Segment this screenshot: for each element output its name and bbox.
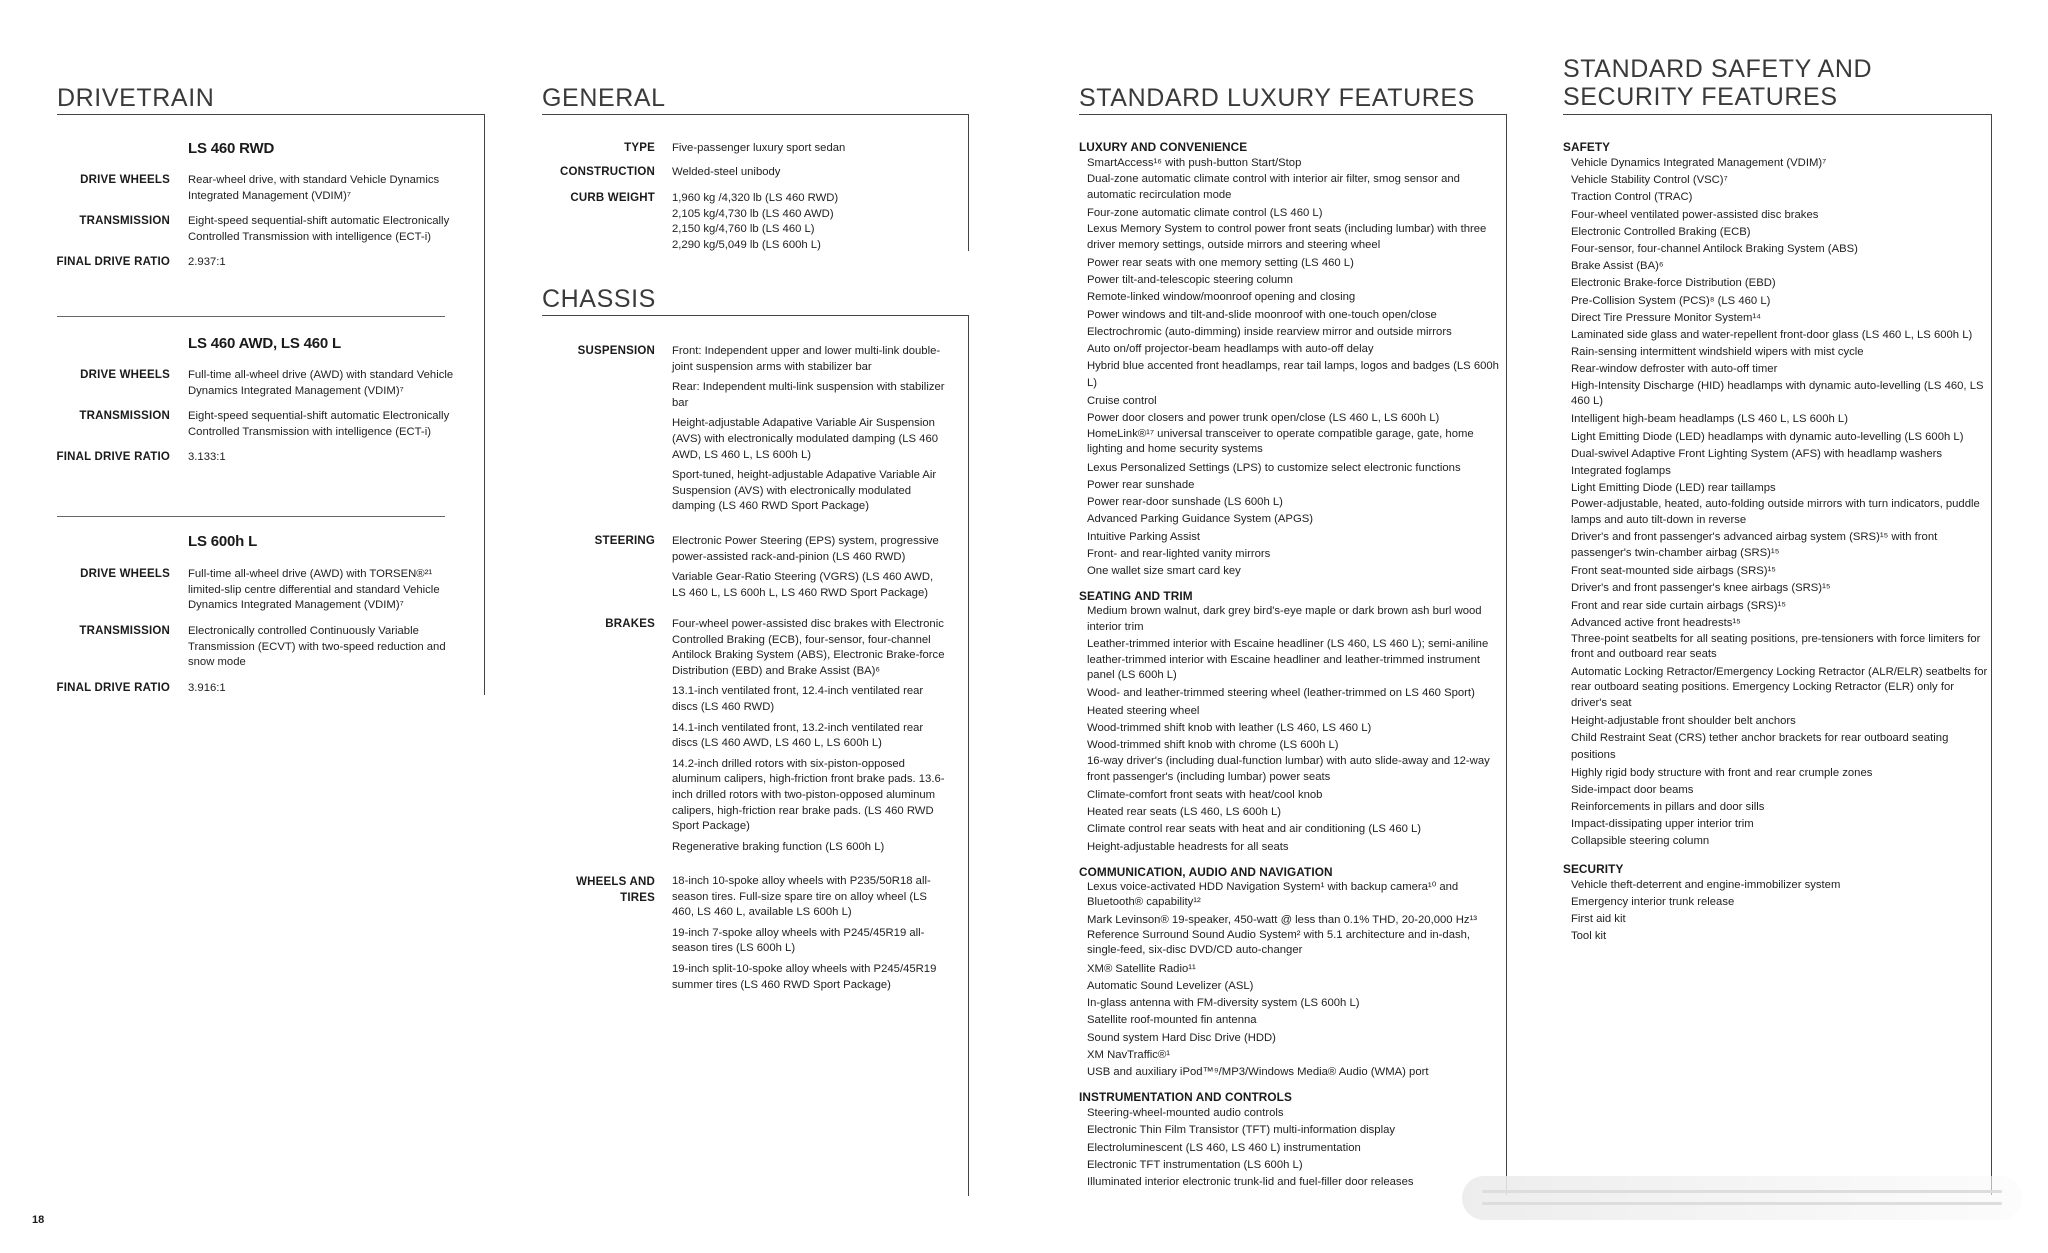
spec-label: TRANSMISSION <box>79 625 170 637</box>
spec-value: Full-time all-wheel drive (AWD) with TORSEN®²¹ limited-slip centre differential and standard Vehicle Dynamics Integrated Management (VDIM)⁷ <box>188 568 440 612</box>
feature-item: Dual-zone automatic climate control with interior air filter, smog sensor and automatic recirculation mode <box>1087 173 1460 201</box>
suspension-item: Rear: Independent multi-link suspension with stabilizer bar <box>672 381 945 409</box>
feature-item: SmartAccess¹⁶ with push-button Start/Stop <box>1087 157 1302 169</box>
feature-item: Vehicle Stability Control (VSC)⁷ <box>1571 174 1728 187</box>
spec-value: Eight-speed sequential-shift automatic Electronically Controlled Transmission with intelligence (ECT-i) <box>188 215 450 243</box>
feature-item: Reinforcements in pillars and door sills <box>1571 800 1765 813</box>
suspension-item: Sport-tuned, height-adjustable Adapative Variable Air Suspension (AVS) with electronically modulated damping (LS 460 RWD Sport Package) <box>672 469 937 513</box>
spec-label: FINAL DRIVE RATIO <box>56 682 170 694</box>
feature-item: Light Emitting Diode (LED) rear taillamps <box>1571 482 1776 495</box>
feature-item: XM® Satellite Radio¹¹ <box>1087 962 1196 975</box>
spec-value <box>672 344 950 515</box>
spec-label: DRIVE WHEELS <box>80 369 170 381</box>
curb-weight-line: 2,105 kg/4,730 lb (LS 460 AWD) <box>672 207 834 220</box>
feature-item: HomeLink®¹⁷ universal transceiver to operate compatible garage, gate, home lighting and home security systems <box>1087 428 1474 456</box>
section-title: SEATING AND TRIM <box>1079 589 1193 604</box>
feature-item: Remote-linked window/moonroof opening and closing <box>1087 291 1356 304</box>
spec-value: 3.133:1 <box>188 451 226 463</box>
feature-item: Power rear sunshade <box>1087 479 1195 492</box>
spec-value <box>672 617 950 855</box>
spec-label: TRANSMISSION <box>79 410 170 422</box>
feature-item: Power rear seats with one memory setting (LS 460 L) <box>1087 257 1354 270</box>
feature-item: In-glass antenna with FM-diversity system (LS 600h L) <box>1087 997 1360 1010</box>
feature-item: Automatic Sound Levelizer (ASL) <box>1087 980 1254 992</box>
feature-item: Steering-wheel-mounted audio controls <box>1087 1107 1284 1120</box>
feature-item: XM NavTraffic®¹ <box>1087 1048 1171 1061</box>
feature-item: Electrochromic (auto-dimming) inside rearview mirror and outside mirrors <box>1087 325 1452 338</box>
section-title: SECURITY <box>1563 861 1624 876</box>
feature-item: 16-way driver's (including dual-function lumbar) with auto slide-away and 12-way front passenger's (including lumbar) power seats <box>1087 755 1490 783</box>
brakes-item: Four-wheel power-assisted disc brakes with Electronic Controlled Braking (ECB), four-sensor, four-channel Antilock Braking System (ABS), Electronic Brake-force Distribution (EBD) and Brake Assist (BA)⁶ <box>672 618 945 677</box>
feature-item: Electronic Brake-force Distribution (EBD) <box>1571 277 1776 290</box>
feature-item: Traction Control (TRAC) <box>1571 191 1693 204</box>
feature-item: Power tilt-and-telescopic steering column <box>1087 274 1293 287</box>
scroll-line <box>1482 1190 2002 1193</box>
feature-item: Impact-dissipating upper interior trim <box>1571 818 1754 831</box>
feature-item: Climate-comfort front seats with heat/cool knob <box>1087 788 1323 801</box>
feature-item: Intuitive Parking Assist <box>1087 530 1201 543</box>
feature-item: Automatic Locking Retractor/Emergency Locking Retractor (ALR/ELR) seatbelts for rear outboard seating positions. Emergency Locking Retractor (ELR) only for driver's seat <box>1571 665 1988 709</box>
spec-label: DRIVE WHEELS <box>80 174 170 186</box>
spec-label: BRAKES <box>605 618 655 630</box>
spec-value <box>672 874 950 993</box>
spec-label: TYPE <box>624 142 655 154</box>
feature-item: Power windows and tilt-and-slide moonroof with one-touch open/close <box>1087 308 1437 321</box>
curb-weight-line: 2,290 kg/5,049 lb (LS 600h L) <box>672 238 821 251</box>
feature-item: Vehicle theft-deterrent and engine-immobilizer system <box>1571 878 1841 891</box>
section-title: COMMUNICATION, AUDIO AND NAVIGATION <box>1079 864 1333 879</box>
chassis-heading: CHASSIS <box>542 285 656 313</box>
feature-item: Electronic TFT instrumentation (LS 600h L) <box>1087 1158 1303 1171</box>
feature-item: High-Intensity Discharge (HID) headlamps with dynamic auto-levelling (LS 460, LS 460 L) <box>1571 379 1984 408</box>
scroll-overlay <box>1462 1176 2022 1220</box>
divider <box>57 316 445 317</box>
divider <box>57 516 445 517</box>
feature-item: Pre-Collision System (PCS)⁸ (LS 460 L) <box>1571 294 1771 307</box>
feature-item: Heated steering wheel <box>1087 704 1200 717</box>
feature-item: Light Emitting Diode (LED) headlamps with dynamic auto-levelling (LS 600h L) <box>1571 430 1964 443</box>
model-title: LS 460 AWD, LS 460 L <box>188 335 341 352</box>
model-title: LS 600h L <box>188 533 258 550</box>
spec-label: CURB WEIGHT <box>570 192 655 204</box>
feature-item: Cruise control <box>1087 394 1157 407</box>
spec-label: TRANSMISSION <box>79 215 170 227</box>
feature-item: USB and auxiliary iPod™⁹/MP3/Windows Media® Audio (WMA) port <box>1087 1066 1429 1079</box>
luxury-list <box>1079 139 1499 1191</box>
brakes-item: 14.1-inch ventilated front, 13.2-inch ventilated rear discs (LS 460 AWD, LS 460 L, LS 600h L) <box>672 721 924 750</box>
feature-item: Lexus voice-activated HDD Navigation System¹ with backup camera¹⁰ and Bluetooth® capability¹² <box>1087 880 1459 909</box>
safety-heading-line: SECURITY FEATURES <box>1563 83 1838 111</box>
spec-label: FINAL DRIVE RATIO <box>56 451 170 463</box>
feature-item: Wood- and leather-trimmed steering wheel (leather-trimmed on LS 460 Sport) <box>1087 687 1475 700</box>
feature-item: Collapsible steering column <box>1571 835 1710 848</box>
feature-item: Lexus Personalized Settings (LPS) to customize select electronic functions <box>1087 461 1461 474</box>
safety-heading <box>1563 55 1872 111</box>
feature-item: Vehicle Dynamics Integrated Management (VDIM)⁷ <box>1571 157 1827 169</box>
feature-item: Front and rear side curtain airbags (SRS)¹⁵ <box>1571 599 1787 612</box>
spec-label: STEERING <box>594 535 655 547</box>
safety-heading-line: STANDARD SAFETY AND <box>1563 55 1873 83</box>
spec-value: Five-passenger luxury sport sedan <box>672 142 846 154</box>
feature-item: Driver's and front passenger's knee airbags (SRS)¹⁵ <box>1571 582 1831 595</box>
spec-value: Rear-wheel drive, with standard Vehicle Dynamics Integrated Management (VDIM)⁷ <box>188 174 440 202</box>
feature-item: Wood-trimmed shift knob with leather (LS 460, LS 460 L) <box>1087 721 1372 734</box>
spec-value: Electronically controlled Continuously Variable Transmission (ECVT) with two-speed reduction and snow mode <box>188 625 446 669</box>
feature-item: Four-wheel ventilated power-assisted disc brakes <box>1571 208 1819 221</box>
brakes-item: 14.2-inch drilled rotors with six-piston-opposed aluminum calipers, high-friction front brake pads. 13.6-inch drilled rotors with two-piston-opposed aluminum calipers, high-friction rear brake pads. (LS 460 RWD Sport Package) <box>672 757 945 833</box>
feature-item: Child Restraint Seat (CRS) tether anchor brackets for rear outboard seating positions <box>1571 732 1949 762</box>
feature-item: Illuminated interior electronic trunk-lid and fuel-filler door releases <box>1087 1176 1414 1189</box>
spec-value: 3.916:1 <box>188 682 226 694</box>
feature-item: Lexus Memory System to control power front seats (including lumbar) with three driver memory settings, outside mirrors and steering wheel <box>1087 223 1487 251</box>
curb-weight-line: 2,150 kg/4,760 lb (LS 460 L) <box>672 223 815 236</box>
spec-value <box>672 191 952 253</box>
feature-item: Direct Tire Pressure Monitor System¹⁴ <box>1571 311 1762 324</box>
spec-value <box>672 534 950 601</box>
feature-item: Advanced active front headrests¹⁵ <box>1571 616 1741 629</box>
spec-value: Welded-steel unibody <box>672 166 781 178</box>
feature-item: Laminated side glass and water-repellent front-door glass (LS 460 L, LS 600h L) <box>1571 329 1973 342</box>
feature-item: Electronic Thin Film Transistor (TFT) multi-information display <box>1087 1124 1396 1137</box>
feature-item: Side-impact door beams <box>1571 783 1694 796</box>
wheels-item: 19-inch split-10-spoke alloy wheels with P245/45R19 summer tires (LS 460 RWD Sport Package) <box>672 962 937 991</box>
feature-item: Auto on/off projector-beam headlamps with auto-off delay <box>1087 343 1374 356</box>
feature-item: Electronic Controlled Braking (ECB) <box>1571 225 1751 238</box>
feature-item: One wallet size smart card key <box>1087 565 1241 578</box>
feature-item: Driver's and front passenger's advanced airbag system (SRS)¹⁵ with front passenger's twin-chamber airbag (SRS)¹⁵ <box>1571 531 1938 559</box>
feature-item: Four-sensor, four-channel Antilock Braking System (ABS) <box>1571 243 1858 256</box>
wheels-item: 19-inch 7-spoke alloy wheels with P245/45R19 all-season tires (LS 600h L) <box>672 926 925 955</box>
wheels-label-line: TIRES <box>620 891 655 904</box>
feature-item: Wood-trimmed shift knob with chrome (LS 600h L) <box>1087 738 1339 751</box>
feature-item: Heated rear seats (LS 460, LS 600h L) <box>1087 806 1282 819</box>
feature-item: Satellite roof-mounted fin antenna <box>1087 1014 1257 1027</box>
feature-item: Four-zone automatic climate control (LS 460 L) <box>1087 207 1323 220</box>
feature-item: Power rear-door sunshade (LS 600h L) <box>1087 496 1283 509</box>
spec-label: FINAL DRIVE RATIO <box>56 256 170 268</box>
model-title: LS 460 RWD <box>188 140 275 157</box>
feature-item: Electroluminescent (LS 460, LS 460 L) instrumentation <box>1087 1141 1361 1154</box>
feature-item: Front- and rear-lighted vanity mirrors <box>1087 547 1271 560</box>
feature-item: Sound system Hard Disc Drive (HDD) <box>1087 1031 1276 1044</box>
feature-item: Power door closers and power trunk open/close (LS 460 L, LS 600h L) <box>1087 411 1440 424</box>
brakes-item: 13.1-inch ventilated front, 12.4-inch ventilated rear discs (LS 460 RWD) <box>672 685 924 713</box>
feature-item: Integrated foglamps <box>1571 465 1671 478</box>
feature-item: Emergency interior trunk release <box>1571 895 1735 908</box>
feature-item: Highly rigid body structure with front and rear crumple zones <box>1571 766 1873 779</box>
spec-label: CONSTRUCTION <box>559 166 655 178</box>
steering-item: Variable Gear-Ratio Steering (VGRS) (LS 460 AWD, LS 460 L, LS 600h L, LS 460 RWD Sport Package) <box>672 571 934 599</box>
feature-item: Height-adjustable front shoulder belt anchors <box>1571 714 1796 727</box>
spec-label: DRIVE WHEELS <box>80 568 170 580</box>
wheels-label-line: WHEELS AND <box>576 876 655 888</box>
suspension-item: Front: Independent upper and lower multi-link double-joint suspension arms with stabilizer bar <box>672 345 941 373</box>
feature-item: Power-adjustable, heated, auto-folding outside mirrors with turn indicators, puddle lamps and auto tilt-down in reverse <box>1571 498 1980 526</box>
feature-item: Tool kit <box>1571 930 1607 943</box>
scroll-line <box>1482 1202 2002 1205</box>
spec-label <box>520 875 655 906</box>
steering-item: Electronic Power Steering (EPS) system, progressive power-assisted rack-and-pinion (LS 460 RWD) <box>672 535 939 563</box>
feature-item: Leather-trimmed interior with Escaine headliner (LS 460, LS 460 L); semi-aniline leather-trimmed interior with Escaine headliner and leather-trimmed instrument panel (LS 600h L) <box>1087 638 1489 681</box>
feature-item: Hybrid blue accented front headlamps, rear tail lamps, logos and badges (LS 600h L) <box>1087 360 1499 390</box>
curb-weight-line: 1,960 kg /4,320 lb (LS 460 RWD) <box>672 192 839 204</box>
spec-value: Eight-speed sequential-shift automatic Electronically Controlled Transmission with intelligence (ECT-i) <box>188 410 450 438</box>
general-heading: GENERAL <box>542 84 666 112</box>
suspension-item: Height-adjustable Adapative Variable Air Suspension (AVS) with electronically modulated damping (LS 460 AWD, LS 460 L, LS 600h L) <box>672 417 939 461</box>
feature-item: First aid kit <box>1571 912 1626 925</box>
drivetrain-heading: DRIVETRAIN <box>57 84 215 112</box>
wheels-item: 18-inch 10-spoke alloy wheels with P235/50R18 all-season tires. Full-size spare tire on alloy wheel (LS 460, LS 460 L, available LS 600h L) <box>672 875 931 919</box>
feature-item: Rear-window defroster with auto-off timer <box>1571 363 1778 376</box>
feature-item: Height-adjustable headrests for all seats <box>1087 840 1289 853</box>
feature-item: Front seat-mounted side airbags (SRS)¹⁵ <box>1571 565 1776 578</box>
feature-item: Dual-swivel Adaptive Front Lighting System (AFS) with headlamp washers <box>1571 447 1943 460</box>
feature-item: Medium brown walnut, dark grey bird's-eye maple or dark brown ash burl wood interior trim <box>1087 605 1482 633</box>
page-number: 18 <box>32 1214 45 1226</box>
spec-value: Full-time all-wheel drive (AWD) with standard Vehicle Dynamics Integrated Management (VDIM)⁷ <box>188 369 454 397</box>
feature-item: Rain-sensing intermittent windshield wipers with mist cycle <box>1571 346 1864 359</box>
spec-value: 2.937:1 <box>188 256 226 268</box>
luxury-heading: STANDARD LUXURY FEATURES <box>1079 84 1475 112</box>
feature-item: Mark Levinson® 19-speaker, 450-watt @ less than 0.1% THD, 20-20,000 Hz¹³ Reference Surround Sound Audio System² with 5.1 architecture and in-dash, single-feed, six-disc DVD/CD auto-changer <box>1087 913 1478 957</box>
section-title: LUXURY AND CONVENIENCE <box>1079 140 1248 154</box>
feature-item: Brake Assist (BA)⁶ <box>1571 260 1664 273</box>
feature-item: Climate control rear seats with heat and air conditioning (LS 460 L) <box>1087 823 1422 836</box>
feature-item: Intelligent high-beam headlamps (LS 460 L, LS 600h L) <box>1571 413 1848 426</box>
feature-item: Advanced Parking Guidance System (APGS) <box>1087 513 1314 526</box>
section-title: SAFETY <box>1563 140 1611 154</box>
feature-item: Three-point seatbelts for all seating positions, pre-tensioners with force limiters for front and outboard rear seats <box>1571 632 1981 661</box>
section-title: INSTRUMENTATION AND CONTROLS <box>1079 1090 1292 1105</box>
spec-label: SUSPENSION <box>577 345 655 357</box>
brakes-item: Regenerative braking function (LS 600h L) <box>672 840 885 853</box>
safety-list <box>1563 139 1988 945</box>
